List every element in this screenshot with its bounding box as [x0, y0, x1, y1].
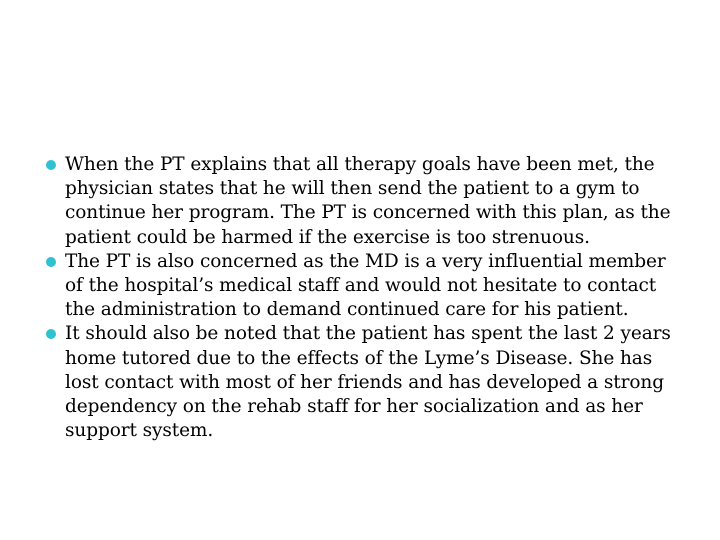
bullet-item	[44, 153, 684, 250]
bullet-text: When the PT explains that all therapy goals have been met, the physician states that he will then send the patient to a gym to continue her program. The PT is concerned with this plan, as the patient could be harmed if the exercise is too strenuous.	[65, 154, 671, 248]
bullet-text: It should also be noted that the patient has spent the last 2 years home tutored due to the effects of the Lyme’s Disease. She has lost contact with most of her friends and has developed a strong dependency on the rehab staff for her socialization and as her support system.	[65, 323, 671, 442]
bullet-dot-icon	[46, 257, 56, 267]
bullet-item	[44, 250, 684, 323]
bullet-list	[44, 153, 684, 443]
bullet-item	[44, 322, 684, 443]
bullet-text: The PT is also concerned as the MD is a very influential member of the hospital’s medical staff and would not hesitate to contact the administration to demand continued care for his patient.	[65, 250, 666, 321]
bullet-dot-icon	[46, 329, 56, 339]
bullet-dot-icon	[46, 160, 56, 170]
